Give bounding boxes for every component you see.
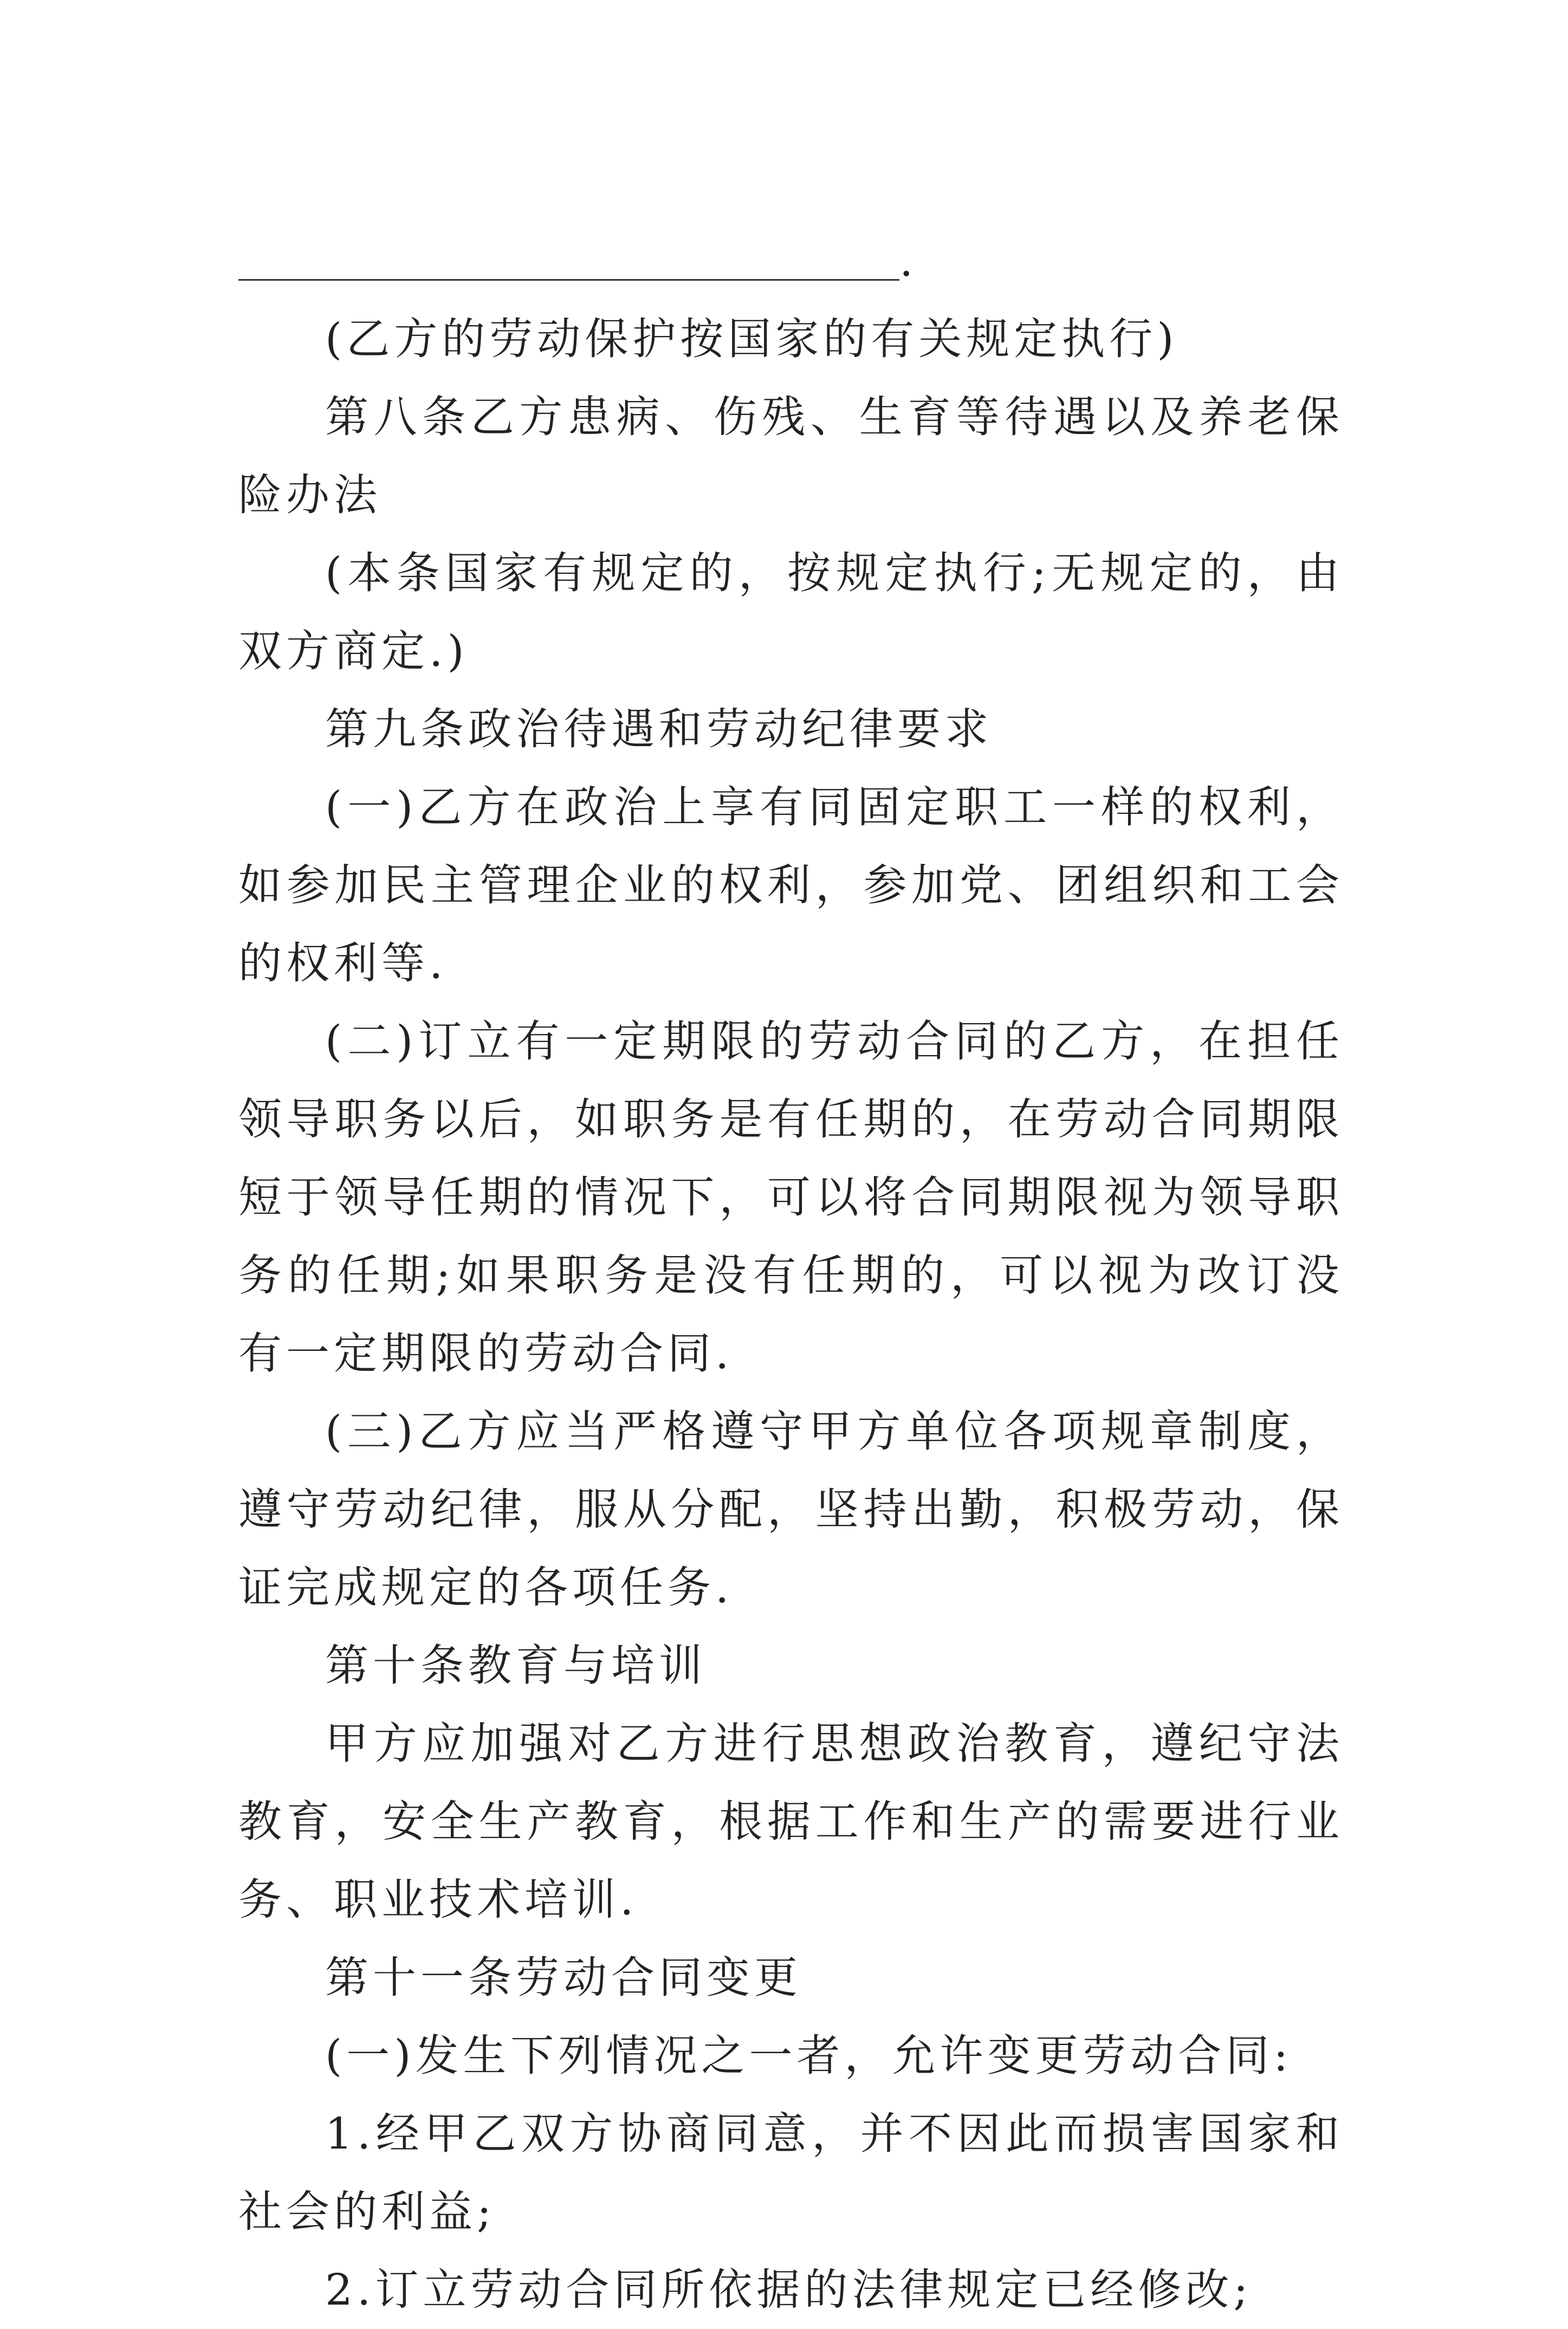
paragraph-article-8-note: (本条国家有规定的，按规定执行;无规定的，由双方商定.): [238, 548, 1344, 676]
document-body: [238, 222, 1344, 2329]
blank-underline: [238, 279, 899, 281]
article-9-heading: 第九条政治待遇和劳动纪律要求: [325, 704, 993, 754]
paragraph-article-9-item-1: (一)乙方在政治上享有同固定职工一样的权利，如参加民主管理企业的权利，参加党、团组织和工会的权利等.: [238, 782, 1344, 988]
paragraph-labor-protection: (乙方的劳动保护按国家的有关规定执行): [325, 314, 1178, 364]
list-item-2: 2.订立劳动合同所依据的法律规定已经修改;: [325, 2265, 1253, 2315]
list-item-1: 1.经甲乙双方协商同意，并不因此而损害国家和社会的利益;: [238, 2108, 1344, 2237]
article-10-heading: 第十条教育与培训: [325, 1640, 707, 1691]
article-8-heading: 第八条乙方患病、伤残、生育等待遇以及养老保险办法: [238, 392, 1344, 520]
paragraph-article-9-item-3: (三)乙方应当严格遵守甲方单位各项规章制度，遵守劳动纪律，服从分配，坚持出勤，积极劳动，保证完成规定的各项任务.: [238, 1406, 1344, 1613]
blank-trailing-period: .: [899, 236, 918, 286]
paragraph-article-10-body: 甲方应加强对乙方进行思想政治教育，遵纪守法教育，安全生产教育，根据工作和生产的需要进行业务、职业技术培训.: [238, 1718, 1344, 1925]
paragraph-article-9-item-2: (二)订立有一定期限的劳动合同的乙方，在担任领导职务以后，如职务是有任期的，在劳动合同期限短于领导任期的情况下，可以将合同期限视为领导职务的任期;如果职务是没有任期的，可以视为改订没有一定期限的劳动合同.: [238, 1016, 1344, 1379]
fill-in-blank-line: [238, 222, 1344, 300]
article-11-heading: 第十一条劳动合同变更: [325, 1952, 802, 2003]
paragraph-article-11-item-1: (一)发生下列情况之一者，允许变更劳动合同:: [325, 2030, 1293, 2081]
